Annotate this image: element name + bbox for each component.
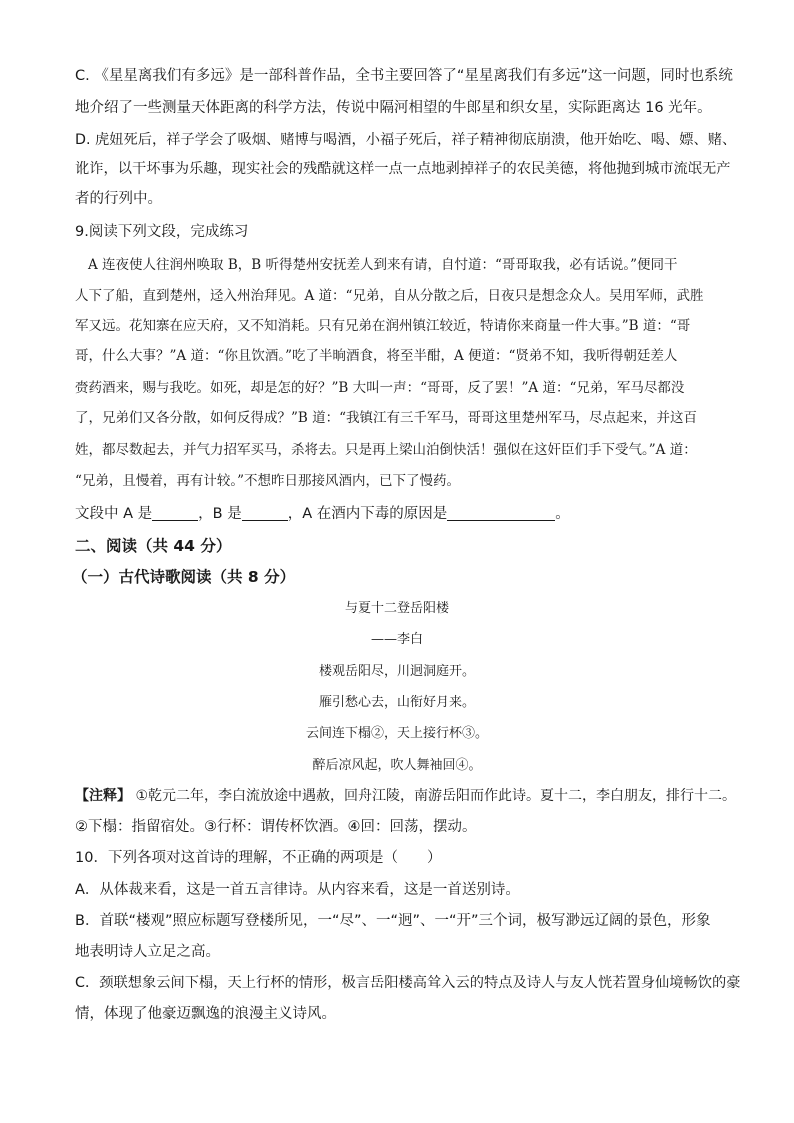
q10-option-b-line-2: 地表明诗人立足之高。 [75, 944, 220, 960]
poem-notes-line-1 [75, 786, 736, 806]
poem-author: ——李白 [370, 632, 423, 647]
q9-passage-line-3: 军又远。花知寨在应天府，又不知消耗。只有兄弟在润州镇江较近，特请你来商量一件大事。”B 道：“哥 [75, 318, 691, 334]
poem-title: 与夏十二登岳阳楼 [344, 601, 449, 616]
q8-option-d-line-2: 讹诈，以干坏事为乐趣，现实社会的残酷就这样一点一点地剥掉祥子的农民美德，将他抛到城市流氓无产 [75, 161, 731, 177]
q9-fill-text-3: ，A 在酒内下毒的原因是 [287, 506, 448, 522]
q9-passage-line-8: “兄弟，且慢着，再有计较。”不想昨日那接风酒内，已下了慢药。 [75, 473, 461, 489]
q9-fill-in [75, 504, 570, 524]
q9-passage-line-1: A 连夜使人往润州唤取 B，B 听得楚州安抚差人到来有请，自忖道：“哥哥取我，必有话说。”便同干 [88, 257, 678, 273]
notes-label: 【注释】 [75, 788, 131, 804]
notes-text-1: ①乾元二年，李白流放途中遇赦，回舟江陵，南游岳阳而作此诗。夏十二，李白朋友，排行十二。 [135, 788, 737, 804]
poem-line-1: 楼观岳阳尽，川迥洞庭开。 [318, 664, 475, 679]
q10-prompt: 10．下列各项对这首诗的理解，不正确的两项是（ ） [75, 850, 442, 866]
answer-blank-b[interactable] [242, 504, 288, 521]
answer-blank-a[interactable] [152, 504, 198, 521]
q8-option-c-line-1: C. 《星星离我们有多远》是一部科普作品，全书主要回答了“星星离我们有多远”这一问题，同时也系统 [75, 68, 733, 84]
poem-line-4: 醉后凉风起，吹人舞袖回④。 [312, 758, 482, 773]
q8-option-d-line-1: D. 虎妞死后，祥子学会了吸烟、赌博与喝酒，小福子死后，祥子精神彻底崩溃，他开始吃、喝、嫖、赌、 [75, 132, 737, 148]
q9-fill-text-4: 。 [555, 506, 570, 522]
q9-passage-line-5: 赍药酒来，赐与我吃。如死，却是怎的好？”B 大叫一声：“哥哥，反了罢！”A 道：“兄弟，军马尽都没 [75, 380, 685, 396]
section-2-subtitle-poetry: （一）古代诗歌阅读（共 8 分） [72, 568, 296, 586]
q10-option-c-line-1: C．颈联想象云间下榻，天上行杯的情形，极言岳阳楼高耸入云的特点及诗人与友人恍若置身仙境畅饮的豪 [75, 975, 741, 991]
poem-notes-line-2: ②下榻：指留宿处。③行杯：谓传杯饮酒。④回：回荡，摆动。 [75, 819, 477, 835]
answer-blank-reason[interactable] [447, 504, 555, 521]
q9-passage-line-4: 哥，什么大事？”A 道：“你且饮酒。”吃了半晌酒食，将至半酣，A 便道：“贤弟不知，我听得朝廷差人 [75, 348, 678, 364]
q9-passage-line-2: 人下了船，直到楚州，迳入州治拜见。A 道：“兄弟，自从分散之后，日夜只是想念众人。吴用军师，武胜 [75, 288, 704, 304]
poem-line-2: 雁引愁心去，山衔好月来。 [318, 695, 475, 710]
q9-passage-line-7: 姓，都尽数起去，并气力招军买马，杀将去。只是再上梁山泊倒快活！强似在这奸臣们手下受气。”A 道： [75, 442, 697, 458]
q9-fill-text-1: 文段中 A 是 [75, 506, 153, 522]
poem-line-3: 云间连下榻②，天上接行杯③。 [305, 726, 488, 741]
q9-passage-line-6: 了，兄弟们又各分散，如何反得成？”B 道：“我镇江有三千军马，哥哥这里楚州军马，尽点起来，并这百 [75, 410, 698, 426]
q8-option-d-line-3: 者的行列中。 [75, 191, 162, 207]
q10-option-b-line-1: B．首联“楼观”照应标题写登楼所见，一“尽”、一“迥”、一“开”三个词，极写渺远辽阔的景色，形象 [75, 913, 711, 929]
section-2-title: 二、阅读（共 44 分） [75, 537, 232, 555]
q8-option-c-line-2: 地介绍了一些测量天体距离的科学方法，传说中隔河相望的牛郎星和织女星，实际距离达 16 光年。 [75, 100, 712, 116]
q10-option-a: A．从体裁来看，这是一首五言律诗。从内容来看，这是一首送别诗。 [75, 882, 520, 898]
q10-option-c-line-2: 情，体现了他豪迈飘逸的浪漫主义诗风。 [75, 1006, 336, 1022]
q9-prompt: 9.阅读下列文段，完成练习 [75, 224, 249, 240]
q9-fill-text-2: ，B 是 [198, 506, 242, 522]
